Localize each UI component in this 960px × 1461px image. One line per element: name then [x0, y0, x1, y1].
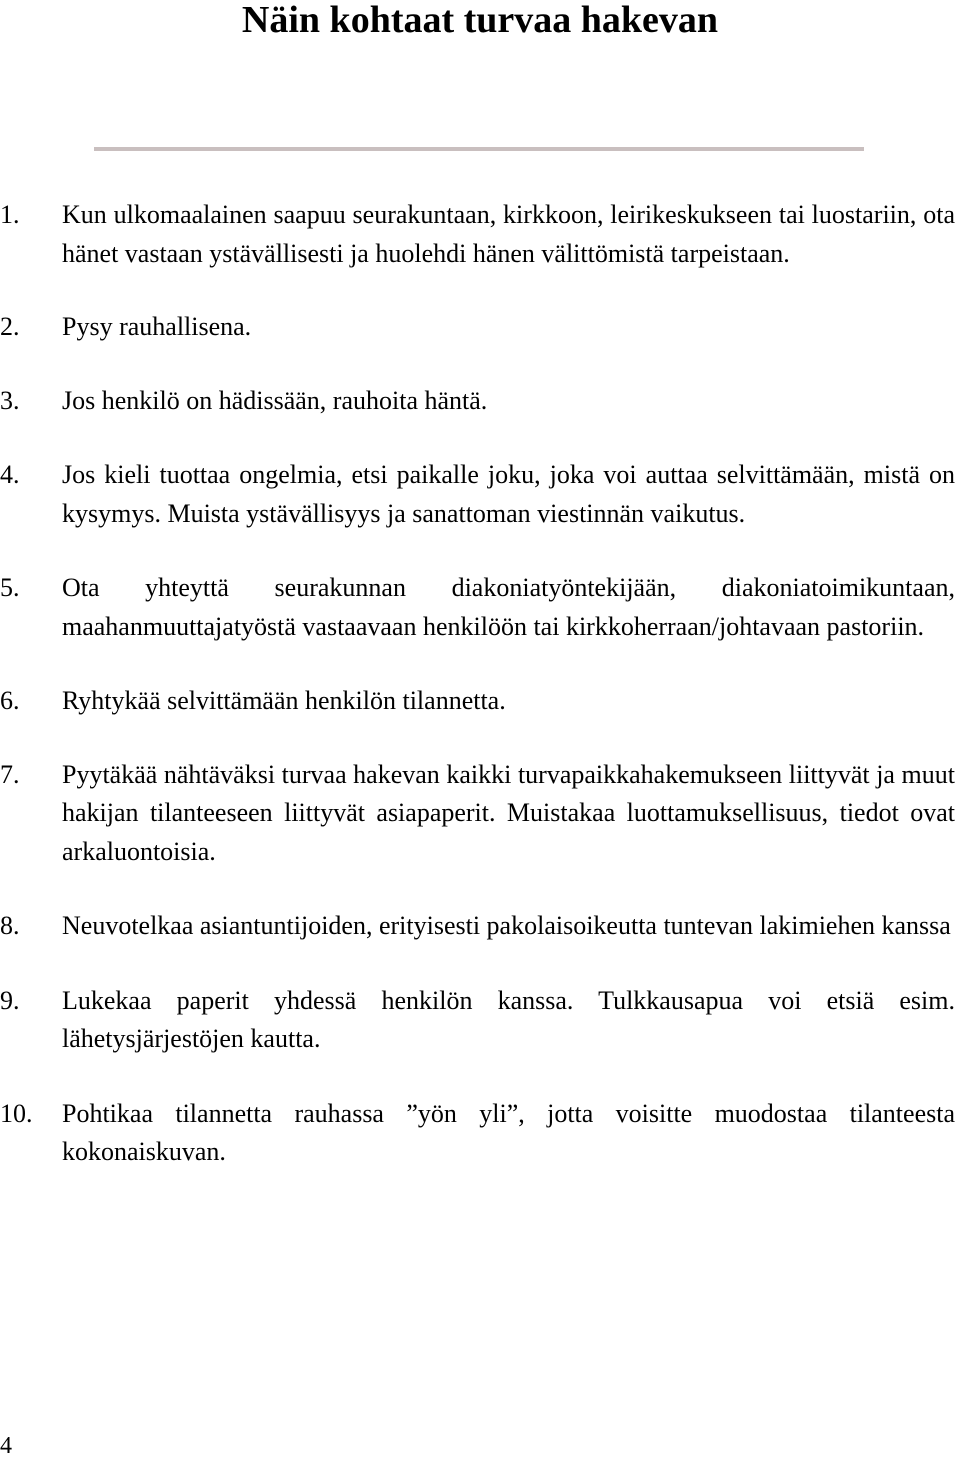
list-item [0, 907, 960, 946]
list-item-number: 6. [0, 686, 20, 715]
list-item [0, 569, 960, 646]
list-item-number: 10. [0, 1098, 33, 1128]
list-item [0, 1095, 960, 1172]
title-divider [94, 147, 864, 151]
list-item-number: 8. [0, 911, 20, 940]
list-item-number: 5. [0, 573, 20, 602]
list-item-text: Pohtikaa tilannetta rauhassa ”yön yli”, jotta voisitte muodostaa tilanteesta kokonaiskuvan. [62, 1098, 955, 1166]
numbered-list [0, 196, 960, 1172]
list-item-number: 9. [0, 985, 20, 1015]
list-item-text: Ryhtykää selvittämään henkilön tilannetta. [62, 686, 506, 715]
list-item [0, 756, 960, 872]
list-item [0, 456, 960, 533]
list-item-number: 2. [0, 312, 20, 341]
list-item [0, 308, 960, 347]
page-number: 4 [0, 1433, 12, 1459]
list-item-number: 4. [0, 460, 20, 489]
list-item-number: 1. [0, 200, 20, 229]
list-item-text: Pysy rauhallisena. [62, 312, 252, 341]
list-item-text: Ota yhteyttä seurakunnan diakoniatyöntekijään, diakoniatoimikuntaan, maahanmuuttajatyöstä vastaavaan henkilöön tai kirkkoherraan/johtavaan pastoriin. [62, 573, 955, 641]
list-item-number: 3. [0, 385, 20, 415]
list-item-text: Pyytäkää nähtäväksi turvaa hakevan kaikki turvapaikkahakemukseen liittyvät ja muut hakijan tilanteeseen liittyvät asiapaperit. Muistakaa luottamuksellisuus, tiedot ovat arkaluontoisia. [62, 759, 955, 866]
list-item-text: Jos henkilö on hädissään, rauhoita häntä. [62, 385, 488, 415]
list-item [0, 382, 960, 421]
page-title: Näin kohtaat turvaa hakevan [241, 0, 719, 41]
list-item [0, 982, 960, 1059]
list-item-text: Neuvotelkaa asiantuntijoiden, erityisesti pakolaisoikeutta tuntevan lakimiehen kanssa [62, 911, 951, 940]
list-item [0, 682, 960, 721]
list-item-text: Lukekaa paperit yhdessä henkilön kanssa. Tulkkausapua voi etsiä esim. lähetysjärjestöjen kautta. [62, 985, 955, 1053]
list-item-text: Kun ulkomaalainen saapuu seurakuntaan, kirkkoon, leirikeskukseen tai luostariin, ota hänet vastaan ystävällisesti ja huolehdi hänen välittömistä tarpeistaan. [62, 200, 955, 268]
list-item-number: 7. [0, 759, 20, 789]
list-item [0, 196, 960, 273]
list-item-text: Jos kieli tuottaa ongelmia, etsi paikalle joku, joka voi auttaa selvittämään, mistä on kysymys. Muista ystävällisyys ja sanattoman viestinnän vaikutus. [62, 460, 955, 528]
